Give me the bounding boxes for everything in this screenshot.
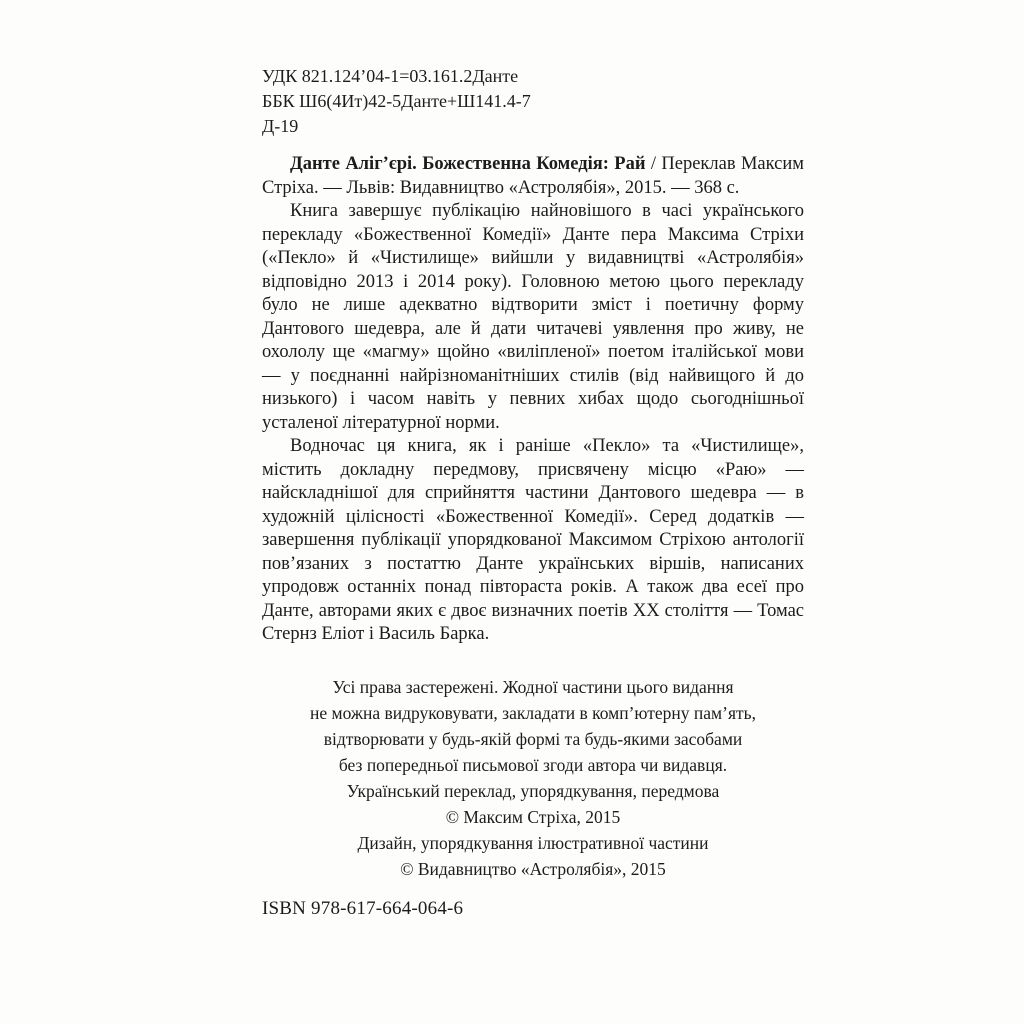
credits-publisher-copyright: © Видавництво «Астролябія», 2015 [400,858,666,879]
classification-codes [262,64,804,139]
isbn: ISBN 978-617-664-064-6 [262,897,464,919]
text-column [262,64,804,921]
credits-design-role: Дизайн, упорядкування ілюстративної частини [357,832,709,853]
copyright-notice-line-1: Усі права застережені. Жодної частини цього видання [332,676,734,697]
citation-details: / Переклав Максим Стріха. — Львів: Видавництво «Астролябія», 2015. — 368 с. [262,154,804,198]
credits-translator-copyright: © Максим Стріха, 2015 [445,806,621,827]
author-sign-code: Д-19 [262,116,299,136]
copyright-notice-line-4: без попередньої письмової згоди автора чи видавця. [338,754,728,775]
citation-title: Данте Аліг’єрі. Божественна Комедія: Рай [290,154,646,174]
udk-code: УДК 821.124’04-1=03.161.2Данте [262,66,519,86]
bibliographic-citation [262,153,804,200]
copyright-notice-line-2: не можна видруковувати, закладати в комп’ютерну пам’ять, [310,702,756,723]
annotation-paragraph-1: Книга завершує публікацію найновішого в часі українського перекладу «Божественної Комедії» Данте пера Максима Стріхи («Пекло» й «Чистилище» вийшли у видавництві «Астролябія» відповідно 2013 і 2014 року). Головною метою цього перекладу було не лише адекватно відтворити зміст і поетичну форму Дантового шедевра, але й дати читачеві уявлення про живу, не охололу ще «магму» щойно «виліпленої» поетом італійської мови — у поєднанні найрізноманітніших стилів (від найвищого й до низького) і часом навіть у певних хибах щодо сьогоднішньої усталеної літературної норми. [262,201,804,433]
copyright-notice-line-3: відтворювати у будь-якій формі та будь-якими засобами [323,728,743,749]
annotation-paragraph-2: Водночас ця книга, як і раніше «Пекло» та «Чистилище», містить докладну передмову, присвячену місцю «Раю» — найскладнішої для сприйняття частини Дантового шедевра — в художній цілісності «Божественної Комедії». Серед додатків — завершення публікації упорядкованої Максимом Стріхою антології пов’язаних з постаттю Данте українських віршів, написаних упродовж останніх понад півтораста років. А також два есеї про Данте, авторами яких є двоє визначних поетів XX століття — Томас Стернз Еліот і Василь Барка. [262,436,804,644]
credits-translation-role: Український переклад, упорядкування, передмова [346,780,720,801]
bbk-code: ББК Ш6(4Ит)42-5Данте+Ш141.4-7 [262,91,531,111]
copyright-notice [262,674,804,778]
credits-block [262,778,804,882]
